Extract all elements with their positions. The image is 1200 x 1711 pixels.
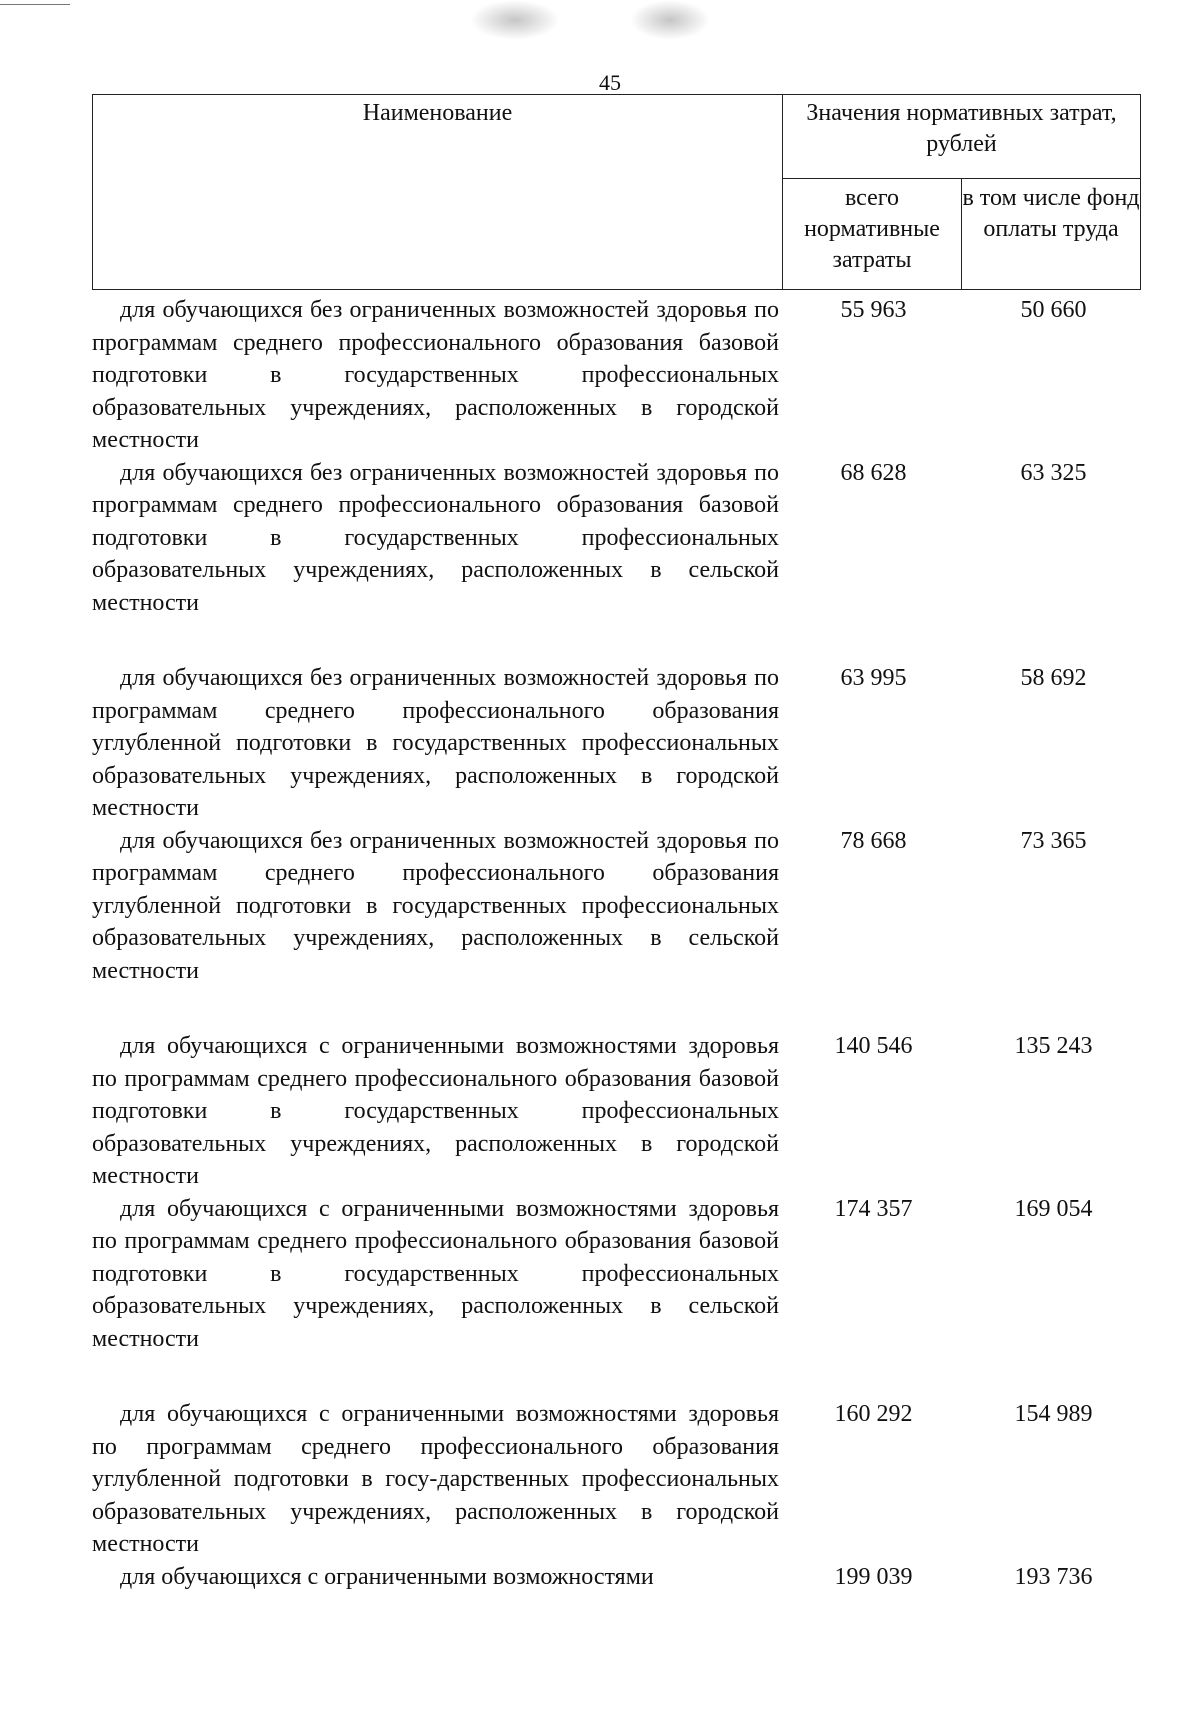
row-total-cost: 199 039	[834, 1563, 913, 1590]
table-row	[92, 1561, 1141, 1594]
table-row	[92, 1398, 1141, 1561]
scan-artifact	[630, 0, 710, 40]
row-description: для обучающихся без ограниченных возможностей здоровья по программам среднего профессионального образования базовой подготовки в государственных профессиональных образовательных учреждениях, расположенных в городской местности	[92, 297, 779, 453]
row-wage-fund: 73 365	[1020, 827, 1087, 854]
row-wage-fund: 63 325	[1020, 459, 1087, 486]
row-total-cost: 68 628	[840, 459, 907, 486]
header-wage-column: в том числе фонд оплаты труда	[962, 179, 1141, 290]
table-row	[92, 457, 1141, 620]
row-description: для обучающихся с ограниченными возможностями здоровья по программам среднего профессионального образования базовой подготовки в государственных профессиональных образовательных учреждениях, расположенных в сельской местности	[92, 1195, 779, 1352]
row-wage-fund: 193 736	[1014, 1563, 1093, 1590]
row-description: для обучающихся без ограниченных возможностей здоровья по программам среднего профессионального образования базовой подготовки в государственных профессиональных образовательных учреждениях, расположенных в сельской местности	[92, 459, 779, 616]
header-name-column: Наименование	[93, 95, 783, 290]
header-values-group: Значения нормативных затрат, рублей	[783, 95, 1141, 179]
table-row	[92, 825, 1141, 988]
table-header	[92, 94, 1141, 290]
row-description: для обучающихся с ограниченными возможностями здоровья по программам среднего профессионального образования базовой подготовки в государственных профессиональных образовательных учреждениях, расположенных в городской местности	[92, 1033, 779, 1189]
row-total-cost: 55 963	[840, 297, 907, 323]
header-total-column: всего нормативные затраты	[783, 179, 962, 290]
row-total-cost: 63 995	[840, 665, 907, 691]
row-description: для обучающихся с ограниченными возможностями здоровья по программам среднего профессионального образования углубленной подготовки в госу-дарственных профессиональных образовательных учреждениях, расположенных в городской местности	[92, 1401, 779, 1557]
scan-edge-line	[0, 4, 70, 5]
row-wage-fund: 58 692	[1020, 665, 1087, 691]
table-body	[92, 294, 1141, 1593]
row-description: для обучающихся без ограниченных возможностей здоровья по программам среднего профессионального образования углубленной подготовки в государственных профессиональных образовательных учреждениях, расположенных в сельской местности	[92, 827, 779, 984]
row-description: для обучающихся без ограниченных возможностей здоровья по программам среднего профессионального образования углубленной подготовки в государственных профессиональных образовательных учреждениях, расположенных в городской местности	[92, 665, 779, 821]
table-row	[92, 1193, 1141, 1356]
row-wage-fund: 154 989	[1014, 1401, 1093, 1427]
row-wage-fund: 169 054	[1014, 1195, 1093, 1222]
table-row	[92, 662, 1141, 825]
row-total-cost: 78 668	[840, 827, 907, 854]
row-description: для обучающихся с ограниченными возможностями	[120, 1563, 654, 1590]
row-total-cost: 174 357	[834, 1195, 913, 1222]
scan-artifact	[470, 0, 560, 40]
row-wage-fund: 50 660	[1020, 297, 1087, 323]
table-row	[92, 1030, 1141, 1193]
row-total-cost: 140 546	[834, 1033, 913, 1059]
page-number: 45	[599, 70, 621, 95]
table-row	[92, 294, 1141, 457]
row-total-cost: 160 292	[834, 1401, 913, 1427]
row-wage-fund: 135 243	[1014, 1033, 1093, 1059]
